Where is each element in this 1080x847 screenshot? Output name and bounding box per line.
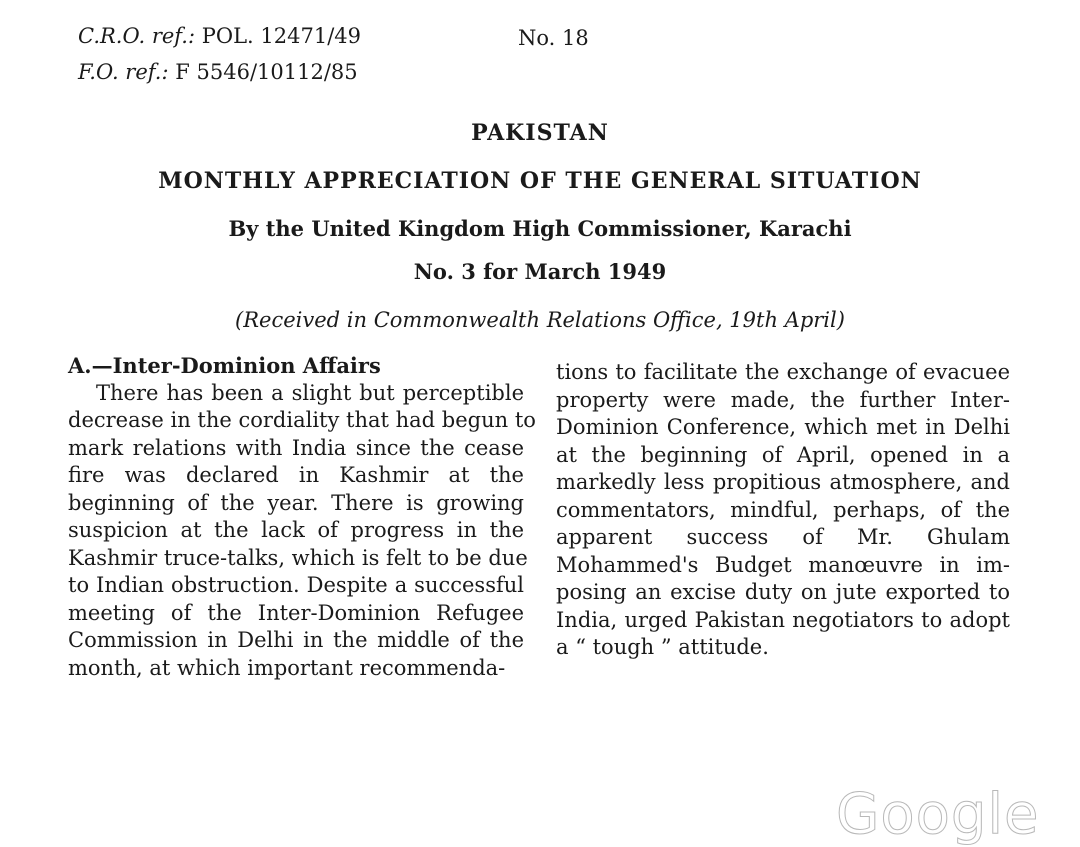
fo-reference-value: F 5546/10112/85 <box>175 60 358 84</box>
text-line: property were made, the further Inter- <box>556 387 1010 412</box>
text-line: India, urged Pakistan negotiators to adopt <box>556 607 1010 632</box>
text-line: Kashmir truce-talks, which is felt to be due <box>68 545 528 570</box>
left-column <box>68 352 536 682</box>
text-line: Mohammed's Budget manœuvre in im- <box>556 552 1010 577</box>
section-heading: A.—Inter-Dominion Affairs <box>68 353 381 378</box>
author-line: By the United Kingdom High Commissioner, Karachi <box>228 216 852 241</box>
text-line: meeting of the Inter-Dominion Refugee <box>68 600 524 625</box>
right-column-body <box>556 359 1010 662</box>
document-number: No. 18 <box>518 26 589 50</box>
text-line: at the beginning of April, opened in a <box>556 442 1010 467</box>
text-line: There has been a slight but perceptible <box>96 380 524 405</box>
left-column-body <box>68 380 536 683</box>
text-line: Commission in Delhi in the middle of the <box>68 628 524 652</box>
issue-line: No. 3 for March 1949 <box>413 259 667 284</box>
text-line: Dominion Conference, which met in Delhi <box>556 415 1010 439</box>
text-line: fire was declared in Kashmir at the <box>68 463 524 487</box>
text-line: markedly less propitious atmosphere, and <box>556 470 1010 494</box>
text-line: decrease in the cordiality that had begun to <box>68 408 536 432</box>
text-line: suspicion at the lack of progress in the <box>68 518 524 542</box>
text-line: month, at which important recommenda- <box>68 655 506 680</box>
fo-reference <box>78 60 358 84</box>
text-line: mark relations with India since the cease <box>68 435 524 460</box>
google-watermark: Google <box>836 782 1040 847</box>
document-title: MONTHLY APPRECIATION OF THE GENERAL SITUATION <box>158 168 922 194</box>
text-line: posing an excise duty on jute exported to <box>556 580 1010 604</box>
text-line: tions to facilitate the exchange of evacuee <box>556 360 1010 384</box>
country-heading: PAKISTAN <box>471 120 609 146</box>
text-line: beginning of the year. There is growing <box>68 490 524 515</box>
text-line: commentators, mindful, perhaps, of the <box>556 497 1010 522</box>
right-column <box>556 359 1010 662</box>
cro-reference-value: POL. 12471/49 <box>201 24 361 48</box>
fo-reference-label: F.O. ref.: <box>78 60 169 84</box>
text-line: a “ tough ” attitude. <box>556 635 769 659</box>
cro-reference <box>78 24 361 48</box>
cro-reference-label: C.R.O. ref.: <box>78 24 196 48</box>
received-line: (Received in Commonwealth Relations Office, 19th April) <box>235 308 845 332</box>
text-line: to Indian obstruction. Despite a successful <box>68 573 524 597</box>
text-line: apparent success of Mr. Ghulam <box>556 525 1010 549</box>
